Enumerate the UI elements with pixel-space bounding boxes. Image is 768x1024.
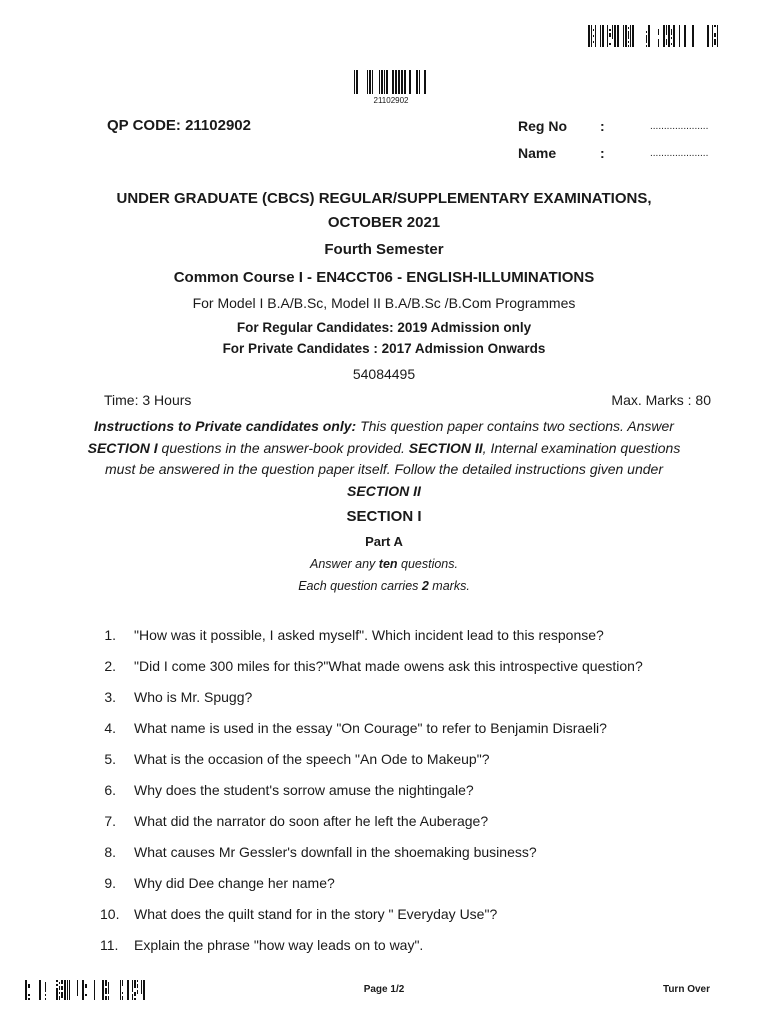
question-text: What is the occasion of the speech "An Ode to Makeup"? [134, 751, 490, 767]
instructions-section-1: SECTION I [87, 439, 158, 456]
question-text: What name is used in the essay "On Courage" to refer to Benjamin Disraeli? [134, 720, 607, 736]
question-text: What causes Mr Gessler's downfall in the shoemaking business? [134, 844, 537, 860]
question-number: 11. [100, 937, 119, 953]
question-number: 9. [104, 875, 116, 891]
marks-count: 2 [421, 579, 429, 593]
programmes: For Model I B.A/B.Sc, Model II B.A/B.Sc /B.Com Programmes [192, 295, 576, 311]
question-number: 2. [104, 658, 116, 674]
marks-pre: Each question carries [298, 579, 422, 593]
instructions-section-2: SECTION II [408, 439, 483, 456]
marks-instruction [0, 579, 768, 593]
question-text: "Did I come 300 miles for this?"What made owens ask this introspective question? [134, 658, 643, 674]
time-duration: Time: 3 Hours [104, 392, 192, 408]
instructions-section-3: SECTION II [347, 482, 421, 499]
name-label: Name [518, 145, 557, 161]
private-candidates: For Private Candidates : 2017 Admission Onwards [222, 341, 546, 356]
question-text: "How was it possible, I asked myself". Which incident lead to this response? [134, 627, 604, 643]
answer-instruction [0, 557, 768, 571]
reg-no-field: ..................... [650, 121, 709, 132]
reg-no-label: Reg No [518, 118, 567, 134]
answer-count: ten [378, 557, 398, 571]
question-number: 6. [104, 782, 116, 798]
semester: Fourth Semester [324, 241, 444, 258]
question-number: 7. [104, 813, 116, 829]
turn-over: Turn Over [662, 984, 710, 995]
instructions-lead: Instructions to Private candidates only: [94, 418, 357, 434]
question-text: What did the narrator do soon after he left the Auberage? [134, 813, 489, 829]
instructions-text-2: questions in the answer-book provided. [157, 439, 409, 456]
instructions-text-1: This question paper contains two sections. Answer [356, 418, 674, 434]
question-text: Why does the student's sorrow amuse the nightingale? [134, 782, 474, 798]
question-number: 5. [104, 751, 116, 767]
exam-title-line1: UNDER GRADUATE (CBCS) REGULAR/SUPPLEMENTARY EXAMINATIONS, [116, 190, 652, 207]
barcode-top [588, 25, 718, 47]
question-number: 10. [100, 906, 120, 922]
question-text: Who is Mr. Spugg? [134, 689, 253, 705]
question-text: Why did Dee change her name? [134, 875, 335, 891]
name-colon: : [600, 145, 605, 161]
private-instructions [80, 416, 688, 502]
barcode-number: 21102902 [373, 96, 409, 105]
question-number: 8. [104, 844, 116, 860]
regular-candidates: For Regular Candidates: 2019 Admission only [236, 320, 532, 335]
question-number: 3. [104, 689, 116, 705]
paper-code: 54084495 [352, 366, 416, 382]
answer-pre: Answer any [310, 557, 379, 571]
max-marks: Max. Marks : 80 [611, 392, 711, 408]
question-text: Explain the phrase "how way leads on to way". [134, 937, 424, 953]
question-number: 1. [104, 627, 116, 643]
barcode-center [354, 70, 428, 94]
question-text: What does the quilt stand for in the story " Everyday Use"? [134, 906, 498, 922]
qp-code: QP CODE: 21102902 [107, 117, 251, 134]
name-field: ..................... [650, 148, 709, 159]
question-number: 4. [104, 720, 116, 736]
reg-no-colon: : [600, 118, 605, 134]
instructions-text-3: , Internal examination questions must be answered in the question paper itself. Follow the detailed instructions given under [105, 439, 681, 477]
marks-post: marks. [428, 579, 470, 593]
part-title: Part A [365, 534, 403, 549]
section-title: SECTION I [346, 508, 422, 525]
exam-title-line2: OCTOBER 2021 [327, 214, 441, 231]
page-number: Page 1/2 [363, 984, 405, 995]
course-title: Common Course I - EN4CCT06 - ENGLISH-ILLUMINATIONS [173, 269, 595, 286]
answer-post: questions. [397, 557, 458, 571]
